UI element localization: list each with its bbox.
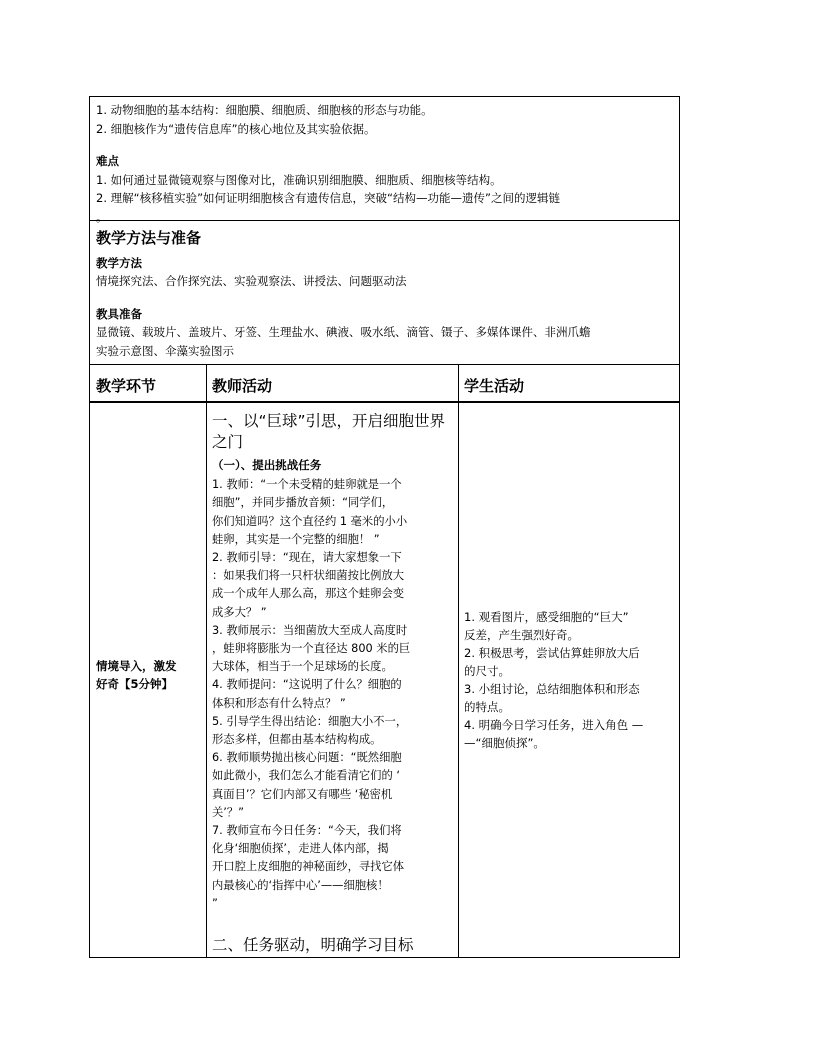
teacher-activity-line: 如此微小，我们怎么才能看清它们的 ‘ (212, 769, 400, 783)
teacher-activity-line: 6. 教师顺势抛出核心问题：“既然细胞 (212, 751, 402, 765)
teacher-activity-line: 你们知道吗？这个直径约 1 毫米的小小 (212, 514, 408, 528)
stage-label-line-1: 情境导入，激发 (96, 659, 177, 673)
key-points-section (89, 96, 680, 224)
teacher-activity-line: 开口腔上皮细胞的神秘面纱，寻找它体 (212, 860, 405, 874)
tools-label: 教具准备 (96, 306, 142, 321)
teacher-activity-cell (212, 411, 454, 954)
methods-section-title: 教学方法与准备 (96, 229, 202, 247)
column-divider (206, 365, 207, 957)
methods-label: 教学方法 (96, 255, 142, 270)
key-point-2: 2. 细胞核作为“遗传信息库”的核心地位及其实验依据。 (96, 121, 376, 136)
methods-section (89, 221, 680, 365)
difficulty-2-continued: 。 (96, 209, 108, 224)
teacher-activity-line: ” (212, 896, 218, 910)
teacher-activity-line: 3. 教师展示：当细菌放大至成人高度时 (212, 623, 408, 637)
teacher-activity-line: ：如果我们将一只杆状细菌按比例放大 (212, 569, 405, 583)
teacher-activity-line: 成多大？ ” (212, 605, 267, 619)
teacher-section-2-title: 二、任务驱动，明确学习目标 (212, 936, 414, 954)
difficulty-1: 1. 如何通过显微镜观察与图像对比，准确识别细胞膜、细胞质、细胞核等结构。 (96, 172, 502, 187)
teacher-activity-line: 关’？” (212, 805, 245, 819)
teacher-activity-line: ，蛙卵将膨胀为一个直径达 800 米的巨 (212, 642, 411, 656)
stage-label-line-2: 好奇【5分钟】 (96, 677, 174, 691)
tools-list-line-2: 实验示意图、伞藻实验图示 (96, 343, 234, 358)
teacher-activity-line: 蛙卵，其实是一个完整的细胞！ ” (212, 532, 380, 546)
teacher-activity-line: 2. 教师引导：“现在，请大家想象一下 (212, 551, 402, 565)
header-teacher-activity: 教师活动 (206, 365, 458, 402)
teacher-activity-line: 细胞”，并同步播放音频：“同学们， (212, 496, 394, 510)
methods-list: 情境探究法、合作探究法、实验观察法、讲授法、问题驱动法 (96, 274, 407, 288)
teacher-activity-line: 大球体，相当于一个足球场的长度。 (212, 660, 393, 674)
header-divider (90, 402, 679, 403)
difficulty-2: 2. 理解“核移植实验”如何证明细胞核含有遗传信息，突破“结构—功能—遗传”之间的逻辑链 (96, 191, 560, 205)
header-student-activity: 学生活动 (458, 365, 680, 402)
teacher-activity-line: 1. 教师：“一个未受精的蛙卵就是一个 (212, 478, 402, 492)
teacher-activity-line: 体积和形态有什么特点？ ” (212, 696, 346, 710)
tools-list-line-1: 显微镜、载玻片、盖玻片、牙签、生理盐水、碘液、吸水纸、滴管、镊子、多媒体课件、非洲爪蟾 (96, 325, 591, 339)
student-activity-line: 4. 明确今日学习任务，进入角色 — (464, 718, 644, 732)
student-activity-line: 1. 观看图片，感受细胞的“巨大” (464, 610, 629, 624)
student-activity-line: 的尺寸。 (464, 664, 510, 678)
key-point-1: 1. 动物细胞的基本结构：细胞膜、细胞质、细胞核的形态与功能。 (96, 103, 433, 117)
student-activity-line: 反差，产生强烈好奇。 (464, 628, 579, 642)
student-activity-cell (464, 608, 676, 752)
teacher-subsection-title: （一）、提出挑战任务 (212, 458, 322, 472)
teacher-activity-line: 7. 教师宣布今日任务：“今天，我们将 (212, 824, 402, 838)
column-divider (458, 365, 459, 957)
teacher-activity-line: 真面目’？它们内部又有哪些 ‘秘密机 (212, 787, 393, 801)
teacher-activity-line: 化身‘细胞侦探’，走进人体内部，揭 (212, 842, 389, 856)
student-activity-line: 2. 积极思考，尝试估算蛙卵放大后 (464, 646, 640, 660)
student-activity-line: 的特点。 (464, 700, 510, 714)
difficulty-title: 难点 (96, 154, 119, 168)
teacher-activity-line: 5. 引导学生得出结论：细胞大小不一， (212, 714, 408, 728)
stage-label (90, 657, 206, 693)
student-activity-line: 3. 小组讨论，总结细胞体积和形态 (464, 682, 640, 696)
teacher-activity-line: 内最核心的‘指挥中心’——细胞核！ (212, 878, 389, 892)
teacher-activity-line: 形态多样，但都由基本结构构成。 (212, 733, 382, 747)
teaching-process-table (89, 365, 680, 958)
teacher-activity-lines (212, 476, 454, 913)
teacher-activity-line: 成一个成年人那么高，那这个蛙卵会变 (212, 587, 405, 601)
student-activity-line: —“细胞侦探”。 (464, 736, 545, 750)
teacher-activity-line: 4. 教师提问：“这说明了什么？细胞的 (212, 678, 402, 692)
header-stage: 教学环节 (90, 365, 206, 402)
teacher-section-1-title: 一、以“巨球”引思，开启细胞世界之门 (212, 412, 446, 451)
